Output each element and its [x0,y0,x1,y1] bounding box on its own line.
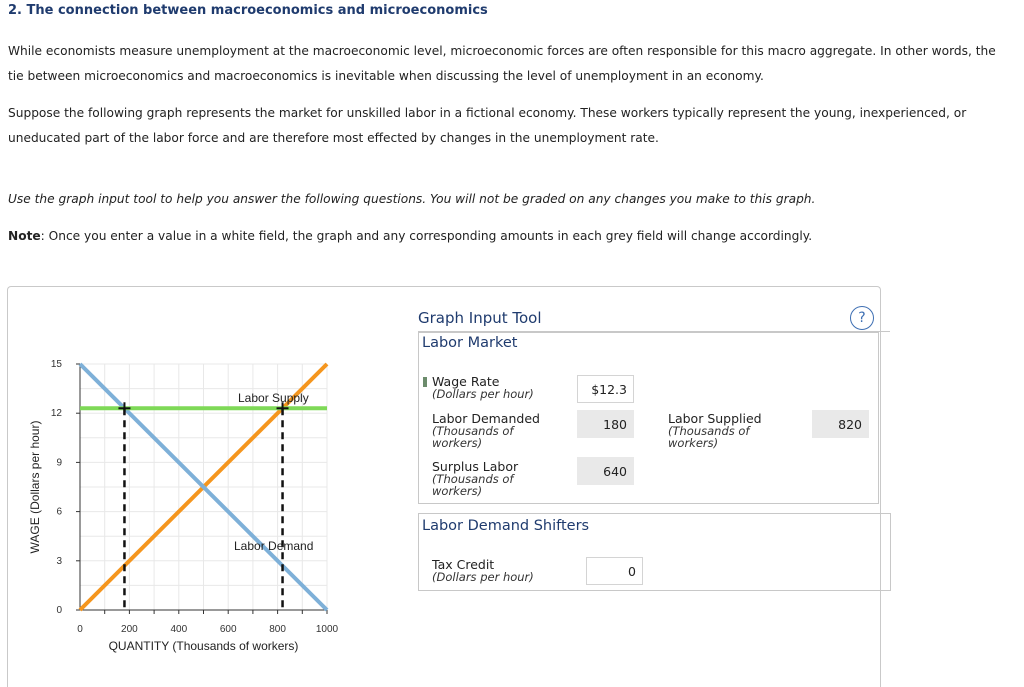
intro-paragraph-1: While economists measure unemployment at the macroeconomic level, microeconomic forces are often responsible for this macro aggregate. In other words, the tie between microeconomics and macroeconomics is inevitable when discussing the level of unemployment in an economy. [8,44,996,83]
labor-supplied-label: Labor Supplied [668,411,762,426]
labor-demanded-value: 180 [577,410,634,438]
y-tick-label: 9 [56,457,62,469]
labor-demand-shifters-title: Labor Demand Shifters [422,518,590,534]
surplus-labor-value: 640 [577,457,634,485]
surplus-labor-label: Surplus Labor [432,459,519,474]
help-icon[interactable]: ? [850,306,874,330]
tax-credit-input[interactable]: 0 [586,557,643,585]
graph-input-tool-title: Graph Input Tool [418,309,542,327]
x-tick-label: 200 [121,624,138,635]
wage-rate-input[interactable]: $12.3 [577,375,634,403]
wage-drag-icon [423,377,427,387]
labor-demand-label: Labor Demand [234,539,314,553]
x-tick-label: 400 [170,624,188,635]
note-body: : Once you enter a value in a white field, the graph and any corresponding amounts in each grey field will change accordingly. [40,229,813,243]
labor-supplied-value: 820 [812,410,869,438]
x-axis-title: QUANTITY (Thousands of workers) [108,639,299,653]
y-tick-label: 12 [50,408,62,420]
x-tick-label: 1000 [315,624,339,635]
surplus-labor-unit-1: (Thousands of [432,472,514,486]
instruction-text: Use the graph input tool to help you answer the following questions. You will not be graded on any changes you make to this graph. [8,192,816,206]
labor-supplied-unit-1: (Thousands of [668,424,750,438]
x-tick-label: 0 [77,624,83,635]
labor-demanded-label: Labor Demanded [432,411,540,426]
note-label: Note [8,229,41,243]
y-tick-label: 0 [56,605,62,616]
y-axis-title: WAGE (Dollars per hour) [28,420,42,554]
wage-rate-label: Wage Rate [432,374,500,389]
section-heading: 2. The connection between macroeconomics and microeconomics [8,3,488,18]
tax-credit-label: Tax Credit [432,557,495,572]
labor-supplied-unit-2: workers) [668,436,719,450]
surplus-labor-unit-2: workers) [432,484,483,498]
x-tick-label: 600 [219,624,237,635]
x-tick-label: 800 [269,624,286,635]
labor-demanded-unit-2: workers) [432,436,483,450]
y-tick-label: 3 [56,555,62,567]
intro-paragraph-2: Suppose the following graph represents the market for unskilled labor in a fictional economy. These workers typically represent the young, inexperienced, or uneducated part of the labor force and are therefore most effected by changes in the unemployment rate. [8,106,967,145]
labor-demanded-unit-1: (Thousands of [432,424,514,438]
labor-market-graph[interactable] [0,0,410,676]
tax-credit-unit: (Dollars per hour) [432,570,534,584]
y-tick-label: 6 [56,506,62,518]
y-tick-label: 15 [50,359,62,370]
wage-rate-unit: (Dollars per hour) [432,387,534,401]
labor-market-title: Labor Market [422,335,518,351]
labor-supply-label: Labor Supply [238,391,309,405]
